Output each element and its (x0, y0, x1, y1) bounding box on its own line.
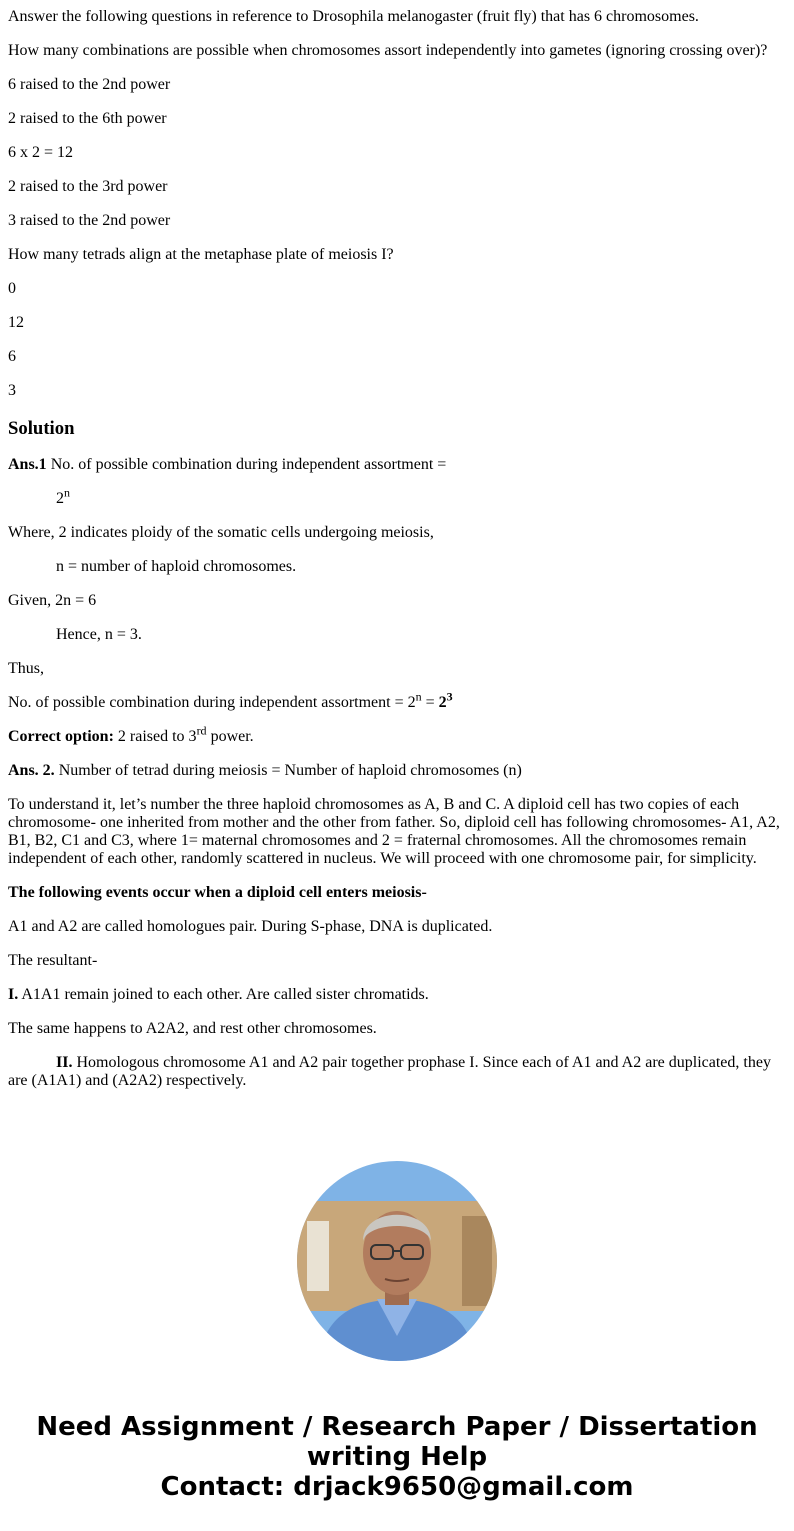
ans1-text: No. of possible combination during independent assortment = (46, 456, 447, 473)
ans2-paragraph (8, 762, 786, 780)
footer-banner (0, 1412, 794, 1502)
ans1-paragraph (8, 456, 786, 474)
footer-contact: Contact: drjack9650@gmail.com (160, 1472, 634, 1502)
n-definition: n = number of haploid chromosomes. (56, 558, 297, 575)
step-2 (8, 1054, 786, 1090)
wall-panel-left (307, 1221, 329, 1291)
question-1: How many combinations are possible when chromosomes assort independently into gametes (ignoring crossing over)? (8, 42, 768, 59)
formula (8, 485, 786, 508)
formula-exponent: n (64, 485, 70, 500)
q1-option-3: 6 x 2 = 12 (8, 144, 74, 161)
footer-line-2: writing Help (306, 1442, 488, 1472)
step-2-label: II. (56, 1054, 73, 1071)
q1-option-5: 3 raised to the 2nd power (8, 212, 171, 229)
result-exponent: n (415, 689, 422, 704)
step-1 (8, 986, 786, 1004)
ans2-text: Number of tetrad during meiosis = Number of haploid chromosomes (n) (54, 762, 522, 779)
thus-line: Thus, (8, 660, 44, 677)
q2-option-4: 3 (8, 382, 16, 399)
result-bold-exponent: 3 (446, 689, 453, 704)
homologues-line: A1 and A2 are called homologues pair. During S-phase, DNA is duplicated. (8, 918, 493, 935)
correct-option-line (8, 723, 786, 746)
events-heading-text: The following events occur when a diploid cell enters meiosis- (8, 884, 427, 901)
result-equals: = (421, 694, 439, 711)
document-body (0, 8, 794, 1090)
events-heading (8, 884, 786, 902)
resultant-line: The resultant- (8, 952, 98, 969)
result-bold-base: 2 (438, 694, 447, 711)
hence-line: Hence, n = 3. (56, 626, 142, 643)
author-photo (297, 1161, 497, 1361)
q1-option-2: 2 raised to the 6th power (8, 110, 167, 127)
step-1-label: I. (8, 986, 19, 1003)
author-portrait-image (297, 1161, 497, 1361)
correct-option-sup: rd (196, 723, 207, 738)
q2-option-1: 0 (8, 280, 16, 297)
step-2-text: Homologous chromosome A1 and A2 pair together prophase I. Since each of A1 and A2 are duplicated, they are (A1A1) and (A2A2) respectively. (8, 1054, 771, 1089)
footer-line-1: Need Assignment / Research Paper / Dissertation (36, 1412, 758, 1442)
q1-option-4: 2 raised to the 3rd power (8, 178, 168, 195)
given-line: Given, 2n = 6 (8, 592, 97, 609)
question-2: How many tetrads align at the metaphase plate of meiosis I? (8, 246, 394, 263)
question-intro: Answer the following questions in reference to Drosophila melanogaster (fruit fly) that has 6 chromosomes. (8, 8, 699, 25)
same-line: The same happens to A2A2, and rest other chromosomes. (8, 1020, 377, 1037)
ans1-label: Ans.1 (8, 456, 47, 473)
q1-option-1: 6 raised to the 2nd power (8, 76, 171, 93)
q2-option-3: 6 (8, 348, 16, 365)
result-prefix: No. of possible combination during independent assortment = 2 (8, 694, 416, 711)
where-line: Where, 2 indicates ploidy of the somatic cells undergoing meiosis, (8, 524, 434, 541)
ans2-label: Ans. 2. (8, 762, 55, 779)
result-bold (438, 689, 453, 711)
explanation-paragraph: To understand it, let’s number the three haploid chromosomes as A, B and C. A diploid cell has two copies of each chromosome- one inherited from mother and the other from father. So, diploid cell has following chromosomes- A1, A2, B1, B2, C1 and C3, where 1= maternal chromosomes and 2 = fraternal chromosomes. All the chromosomes remain independent of each other, randomly scattered in nucleus. We will proceed with one chromosome pair, for simplicity. (8, 796, 780, 867)
formula-base: 2 (56, 490, 64, 507)
correct-option-label: Correct option: (8, 728, 114, 745)
correct-option-post: power. (206, 728, 254, 745)
wall-panel-right (462, 1216, 492, 1306)
correct-option-pre: 2 raised to 3 (113, 728, 197, 745)
result-line (8, 689, 786, 712)
solution-heading: Solution (8, 418, 75, 439)
q2-option-2: 12 (8, 314, 24, 331)
step-1-text: A1A1 remain joined to each other. Are called sister chromatids. (18, 986, 429, 1003)
